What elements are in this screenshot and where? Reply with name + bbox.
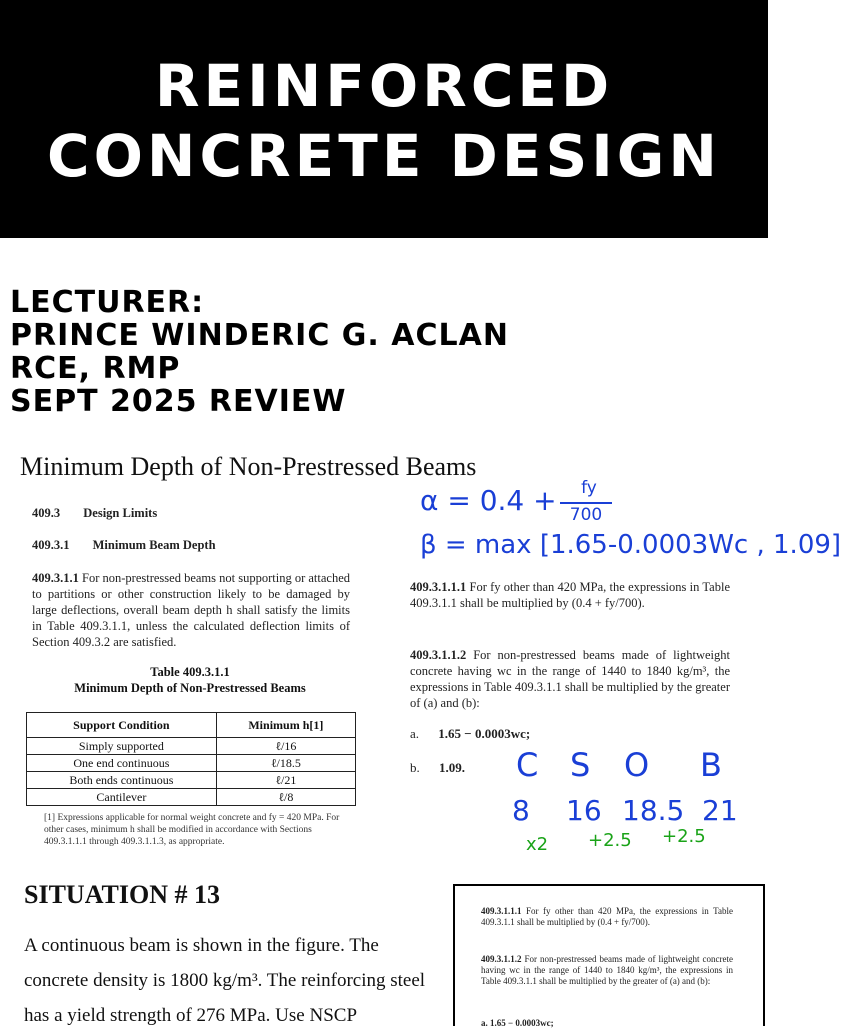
clause-text: For non-prestressed beams made of lightweight concrete having wc in the range of 1440 to 1840 kg/m³, the expressions in Table 409.3.1.1 shall be multiplied by the greater of (a) and (b): <box>410 648 731 710</box>
clause-409-3-1-1 <box>32 570 350 650</box>
fraction-bar <box>560 502 612 504</box>
handwritten-alpha-formula: α = 0.4 + <box>420 484 557 517</box>
clause-text: For non-prestressed beams not supporting or attached to partitions or other construction likely to be damaged by large deflections, overall beam depth h shall satisfy the limits in Table 409.3.1.1, unless the calculated deflection limits of Section 409.3.2 are satisfied. <box>32 571 350 649</box>
minimum-depth-table <box>26 712 356 806</box>
section-number: 409.3 <box>32 506 61 520</box>
table-header: Support Condition <box>27 713 217 738</box>
table-cell: Cantilever <box>27 789 217 806</box>
table-cell: One end continuous <box>27 755 217 772</box>
clause-number: 409.3.1.1.2 <box>410 648 467 662</box>
handwritten-fraction-denominator: 700 <box>569 505 603 525</box>
handwritten-beta-formula: β = max [1.65-0.0003Wc , 1.09] <box>420 530 841 560</box>
lecturer-name: PRINCE WINDERIC G. ACLAN <box>10 318 509 353</box>
table-cell: ℓ/21 <box>216 772 355 789</box>
section-409-3 <box>32 506 157 521</box>
section-title: Minimum Beam Depth <box>92 538 216 552</box>
review-session: SEPT 2025 REVIEW <box>10 384 347 419</box>
clause-409-3-1-1-2 <box>410 647 730 711</box>
table-cell: ℓ/8 <box>216 789 355 806</box>
option-label: a. <box>410 726 420 741</box>
banner-title-line2: CONCRETE DESIGN <box>47 122 721 190</box>
table-header: Minimum h[1] <box>216 713 355 738</box>
handwritten-letter: O <box>624 746 650 784</box>
clause-text: For fy other than 420 MPa, the expressions in Table 409.3.1.1 shall be multiplied by (0.4 + fy/700). <box>481 906 733 927</box>
table-footnote: [1] Expressions applicable for normal weight concrete and fy = 420 MPa. For other cases, minimum h shall be modified in accordance with Sections 409.3.1.1.1 through 409.3.1.1.3, as appropriate. <box>44 813 340 847</box>
handwritten-number: 8 <box>512 794 530 827</box>
handwritten-number: 16 <box>566 794 602 827</box>
table-cell: Both ends continuous <box>27 772 217 789</box>
clause-number: 409.3.1.1.2 <box>481 954 522 964</box>
clause-number: 409.3.1.1.1 <box>410 580 467 594</box>
table-row <box>27 789 356 806</box>
clause-text: For non-prestressed beams made of lightweight concrete having wc in the range of 1440 to 1840 kg/m³, the expressions in Table 409.3.1.1 shall be multiplied by the greater of (a) and (b): <box>481 954 734 986</box>
option-a <box>410 726 530 742</box>
lecturer-label: LECTURER: <box>10 285 205 320</box>
inset-option-a: a. 1.65 − 0.0003wc; <box>481 1018 554 1028</box>
inset-clause-409-3-1-1-2 <box>481 954 733 987</box>
table-cell: ℓ/16 <box>216 738 355 755</box>
clause-number: 409.3.1.1.1 <box>481 906 522 916</box>
handwritten-letter: C <box>516 746 539 784</box>
handwritten-step: x2 <box>526 834 549 855</box>
handwritten-number: 21 <box>702 794 738 827</box>
handwritten-number: 18.5 <box>622 794 685 827</box>
situation-title: SITUATION # 13 <box>24 880 221 909</box>
handwritten-letter: S <box>570 746 591 784</box>
handwritten-step: +2.5 <box>662 826 706 847</box>
handwritten-fraction-numerator: fy <box>581 478 597 498</box>
handwritten-letter: B <box>700 746 722 784</box>
table-caption-number: Table 409.3.1.1 <box>150 665 230 679</box>
slide-title: Minimum Depth of Non-Prestressed Beams <box>20 452 477 481</box>
clause-409-3-1-1-1 <box>410 579 730 611</box>
table-row <box>27 755 356 772</box>
situation-body: A continuous beam is shown in the figure. The concrete density is 1800 kg/m³. The reinforcing steel has a yield strength of 276 MPa. Use NSCP <box>24 935 426 1026</box>
section-number: 409.3.1 <box>32 538 70 552</box>
inset-clause-409-3-1-1-1 <box>481 906 733 928</box>
table-row <box>27 772 356 789</box>
lecturer-credentials: RCE, RMP <box>10 351 181 386</box>
section-title: Design Limits <box>83 506 158 520</box>
clause-text: For fy other than 420 MPa, the expressions in Table 409.3.1.1 shall be multiplied by (0.4 + fy/700). <box>410 580 730 610</box>
table-cell: Simply supported <box>27 738 217 755</box>
title-banner <box>0 0 768 238</box>
section-409-3-1 <box>32 538 216 553</box>
option-expression: 1.09. <box>439 760 465 775</box>
banner-title-line1: REINFORCED <box>154 52 614 120</box>
option-expression: 1.65 − 0.0003wc; <box>438 726 531 741</box>
handwritten-step: +2.5 <box>588 830 632 851</box>
table-cell: ℓ/18.5 <box>216 755 355 772</box>
option-label: b. <box>410 760 420 775</box>
clause-number: 409.3.1.1 <box>32 571 79 585</box>
option-b <box>410 760 465 776</box>
table-caption-title: Minimum Depth of Non-Prestressed Beams <box>74 681 306 695</box>
table-row <box>27 738 356 755</box>
table-header-row <box>27 713 356 738</box>
code-excerpt-inset <box>453 884 765 1026</box>
